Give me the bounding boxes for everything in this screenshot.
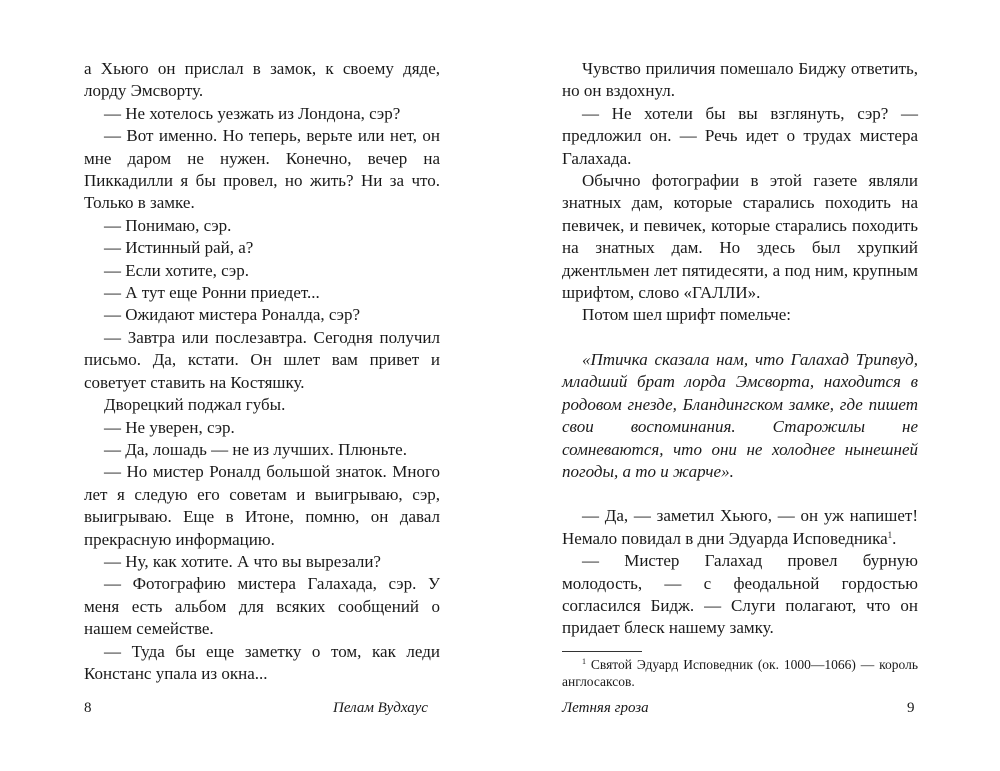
paragraph: — Если хотите, сэр. <box>104 260 249 280</box>
right-page-body <box>562 58 918 640</box>
paragraph: — Не хотели бы вы взглянуть, сэр? — предложил он. — Речь идет о трудах мистера Галахада. <box>562 103 918 168</box>
newspaper-quote: «Птичка сказала нам, что Галахад Трипвуд, младший брат лорда Эмсворта, находится в родовом гнезде, Бландингском замке, где пишет свои воспоминания. Старожилы не сомневаются, что они не холоднее нынешней погоды, а то и жарче». <box>562 349 918 481</box>
right-page <box>562 58 918 691</box>
left-page-body <box>84 58 440 685</box>
footnote-divider <box>562 651 642 652</box>
paragraph: — Да, лошадь — не из лучших. Плюньте. <box>104 439 407 459</box>
footnote-reference[interactable]: 1 <box>887 529 893 540</box>
footnote <box>562 656 918 691</box>
paragraph: Обычно фотографии в этой газете являли знатных дам, которые старались походить на певичек, и певичек, которые старались походить на знатных дам. Но здесь был хрупкий джентльмен лет пятидесяти, а под ним, крупным шрифтом, слово «ГАЛЛИ». <box>562 171 918 303</box>
footnote-text: Святой Эдуард Исповедник (ок. 1000—1066) — король англосаксов. <box>562 656 918 690</box>
paragraph: — Понимаю, сэр. <box>104 215 232 235</box>
left-running-title: Пелам Вудхаус <box>333 700 428 716</box>
paragraph: — Завтра или послезавтра. Сегодня получил письмо. Да, кстати. Он шлет вам привет и советует ставить на Костяшку. <box>84 327 440 392</box>
paragraph: — Фотографию мистера Галахада, сэр. У меня есть альбом для всяких сообщений о нашем семействе. <box>84 574 440 639</box>
right-running-title: Летняя гроза <box>562 700 649 716</box>
paragraph: Потом шел шрифт помельче: <box>582 305 792 325</box>
paragraph-text: — Да, — заметил Хьюго, — он уж напишет! Немало повидал в дни Эдуарда Исповедника <box>562 506 918 548</box>
paragraph: — Но мистер Роналд большой знаток. Много лет я следую его советам и выигрываю, сэр, выигрываю. Еще в Итоне, помню, он давал прекрасную информацию. <box>84 462 440 549</box>
paragraph: — Не хотелось уезжать из Лондона, сэр? <box>104 103 401 123</box>
paragraph: — Ожидают мистера Роналда, сэр? <box>104 305 360 325</box>
paragraph: — Ну, как хотите. А что вы вырезали? <box>104 551 381 571</box>
paragraph: а Хьюго он прислал в замок, к своему дяде, лорду Эмсворту. <box>84 59 440 101</box>
paragraph: — А тут еще Ронни приедет... <box>104 283 320 303</box>
left-page <box>84 58 440 685</box>
paragraph <box>562 505 918 550</box>
paragraph: Дворецкий поджал губы. <box>104 395 286 415</box>
paragraph: — Туда бы еще заметку о том, как леди Констанс упала из окна... <box>84 641 440 683</box>
paragraph: Чувство приличия помешало Биджу ответить, но он вздохнул. <box>562 59 918 101</box>
paragraph: — Мистер Галахад провел бурную молодость, — с феодальной гордостью согласился Бидж. — Слуги полагают, что он придает блеск нашему замку. <box>562 551 918 638</box>
paragraph: — Не уверен, сэр. <box>104 417 235 437</box>
paragraph-text-end: . <box>892 528 897 548</box>
paragraph: — Вот именно. Но теперь, верьте или нет, он мне даром не нужен. Конечно, вечер на Пиккадилли я бы провел, но жить? Ни за что. Только в замке. <box>84 126 440 213</box>
right-page-number: 9 <box>907 700 915 716</box>
footnote-marker: 1 <box>582 656 586 666</box>
paragraph: — Истинный рай, а? <box>104 238 254 258</box>
left-page-number: 8 <box>84 700 92 716</box>
